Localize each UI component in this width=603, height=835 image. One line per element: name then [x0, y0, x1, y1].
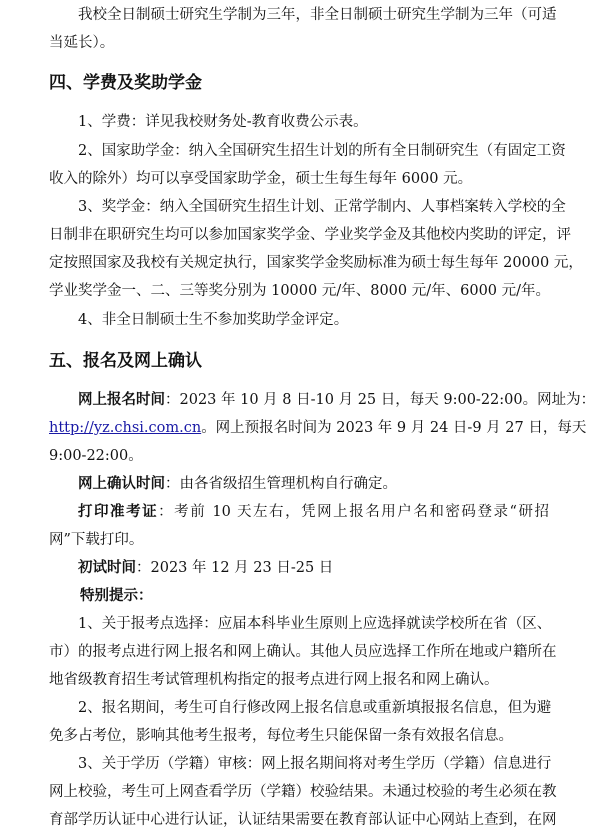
online-registration-line-3: 9:00-22:00。: [49, 448, 143, 464]
online-confirmation-label: 网上确认时间: [78, 475, 165, 492]
exam-time-line: [78, 559, 549, 577]
section-4-item-2-line-1: 2、国家助学金：纳入全国研究生招生计划的所有全日制研究生（有固定工资: [78, 143, 566, 159]
special-notice-heading: [80, 587, 551, 605]
chsi-url-link[interactable]: http://yz.chsi.com.cn: [49, 420, 202, 436]
exam-time-label: 初试时间: [78, 559, 136, 576]
admission-ticket-line-1: [78, 503, 549, 521]
section-4-item-2-line-2: 收入的除外）均可以享受国家助学金，硕士生每生每年 6000 元。: [49, 171, 473, 187]
section-4-item-3-line-4: 学业奖学金一、二、三等奖分别为 10000 元/年、8000 元/年、6000 元/年。: [49, 283, 551, 299]
notice-3-line-2: 网上校验，考生可上网查看学历（学籍）校验结果。未通过校验的考生必须在教: [49, 784, 557, 800]
section-4-item-3-line-1: 3、奖学金：纳入全国研究生招生计划、正常学制内、人事档案转入学校的全: [78, 199, 566, 215]
special-notice-label: 特别提示：: [80, 587, 153, 604]
section-4-item-1: 1、学费：详见我校财务处-教育收费公示表。: [78, 114, 368, 130]
online-confirmation-line: [78, 475, 549, 493]
intro-line-1: 我校全日制硕士研究生学制为三年，非全日制硕士研究生学制为三年（可适: [78, 7, 557, 23]
section-4-item-4: 4、非全日制硕士生不参加奖助学金评定。: [78, 312, 349, 328]
online-registration-text-1: ：2023 年 10 月 8 日-10 月 25 日，每天 9:00-22:00。网址为：: [165, 392, 596, 408]
notice-1-line-3: 地省级教育招生考试管理机构指定的报考点进行网上报名和网上确认。: [49, 672, 499, 688]
notice-3-line-3: 育部学历认证中心进行认证，认证结果需要在教育部认证中心网站上查到，在网: [49, 812, 557, 828]
notice-2-line-1: 2、报名期间，考生可自行修改网上报名信息或重新填报报名信息，但为避: [78, 700, 552, 716]
online-registration-text-2: 。网上预报名时间为 2023 年 9 月 24 日-9 月 27 日，每天: [201, 420, 587, 436]
notice-3-line-1: 3、关于学历（学籍）审核：网上报名期间将对考生学历（学籍）信息进行: [78, 756, 552, 772]
online-registration-line-1: [78, 391, 596, 409]
admission-ticket-text-1: ：考前 10 天左右，凭网上报名用户名和密码登录“研招: [158, 504, 549, 520]
section-5-heading: 五、报名及网上确认: [49, 351, 202, 371]
admission-ticket-line-2: 网”下载打印。: [49, 532, 144, 548]
section-4-heading: 四、学费及奖助学金: [49, 73, 202, 93]
section-4-item-3-line-3: 定按照国家及我校有关规定执行，国家奖学金奖励标准为硕士每生每年 20000 元，: [49, 255, 583, 271]
exam-time-text: ：2023 年 12 月 23 日-25 日: [136, 560, 334, 576]
section-4-item-3-line-2: 日制非在职研究生均可以参加国家奖学金、学业奖学金及其他校内奖助的评定，评: [49, 227, 571, 243]
notice-1-line-1: 1、关于报考点选择：应届本科毕业生原则上应选择就读学校所在省（区、: [78, 616, 552, 632]
notice-1-line-2: 市）的报考点进行网上报名和网上确认。其他人员应选择工作所在地或户籍所在: [49, 644, 557, 660]
notice-2-line-2: 免多占考位，影响其他考生报考，每位考生只能保留一条有效报名信息。: [49, 728, 513, 744]
intro-line-2: 当延长）。: [49, 35, 115, 51]
online-confirmation-text: ：由各省级招生管理机构自行确定。: [165, 476, 397, 492]
admission-ticket-label: 打印准考证: [78, 503, 159, 520]
online-registration-line-2: [49, 419, 587, 437]
online-registration-label: 网上报名时间: [78, 391, 165, 408]
